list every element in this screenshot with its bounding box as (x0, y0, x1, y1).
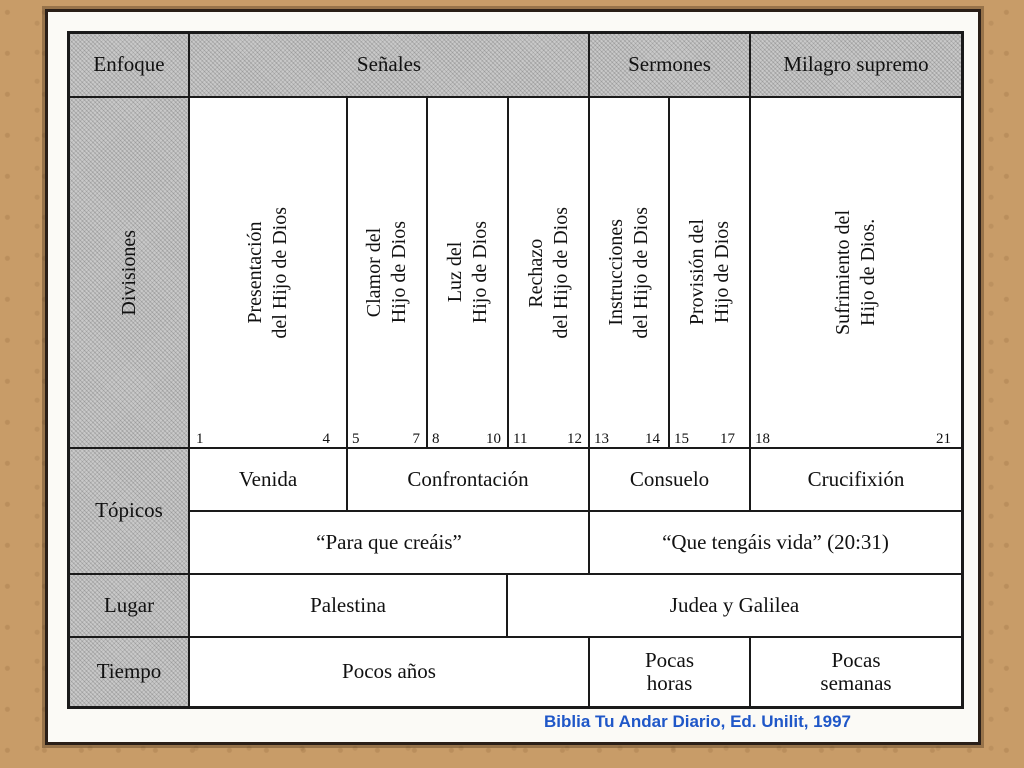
tiempo-pocos-anos-text: Pocos años (342, 659, 436, 684)
topico-confrontacion-text: Confrontación (407, 466, 529, 491)
topico-confrontacion (348, 449, 590, 512)
lugar-palestina-text: Palestina (310, 592, 386, 617)
topico-que-tengais (590, 512, 961, 575)
row-label-lugar (70, 575, 190, 638)
header-enfoque-text: Enfoque (93, 52, 165, 77)
division-title: Sufrimiento del Hijo de Dios. (832, 210, 879, 335)
lugar-judea (508, 575, 961, 638)
chapter-start: 5 (352, 430, 360, 447)
topico-crucifixion (751, 449, 961, 512)
row-label-divisiones-text: Divisiones (117, 229, 140, 316)
division-title: Instrucciones del Hijo de Dios (605, 206, 652, 339)
division-2 (348, 98, 428, 449)
tiempo-pocas-horas (590, 638, 751, 706)
division-5 (590, 98, 670, 449)
header-sermones (590, 34, 751, 98)
division-title: Luz del Hijo de Dios (443, 221, 491, 324)
chapter-start: 18 (755, 430, 770, 447)
tiempo-pocos-anos (190, 638, 590, 706)
header-enfoque (70, 34, 190, 98)
row-label-tiempo-text: Tiempo (96, 659, 162, 684)
division-3 (428, 98, 509, 449)
chapter-end: 14 (645, 430, 660, 447)
header-senales-text: Señales (356, 52, 422, 77)
lugar-palestina (190, 575, 508, 638)
chapter-start: 15 (674, 430, 689, 447)
lugar-judea-text: Judea y Galilea (669, 592, 800, 617)
division-4 (509, 98, 590, 449)
topico-para-que (190, 512, 590, 575)
header-milagro-text: Milagro supremo (783, 52, 929, 77)
header-senales (190, 34, 590, 98)
header-sermones-text: Sermones (628, 52, 711, 77)
division-7 (751, 98, 961, 449)
topico-venida (190, 449, 348, 512)
topico-venida-text: Venida (238, 466, 298, 491)
row-label-topicos (70, 449, 190, 575)
chapter-start: 8 (432, 430, 440, 447)
row-label-tiempo (70, 638, 190, 706)
row-label-topicos-text: Tópicos (95, 498, 163, 523)
topico-consuelo (590, 449, 751, 512)
chapter-end: 17 (720, 430, 735, 447)
tiempo-pocas-semanas (751, 638, 961, 706)
source-credit: Biblia Tu Andar Diario, Ed. Unilit, 1997 (544, 712, 851, 731)
division-1 (190, 98, 348, 449)
row-label-divisiones (70, 98, 190, 449)
topico-para-que-text: “Para que creáis” (316, 529, 462, 554)
tiempo-pocas-horas-text: Pocas horas (645, 647, 694, 695)
tiempo-pocas-semanas-text: Pocas semanas (820, 647, 892, 695)
chapter-start: 11 (513, 430, 528, 447)
chapter-end: 21 (936, 430, 951, 447)
topico-que-tengais-text: “Que tengáis vida” (20:31) (662, 529, 889, 554)
chapter-start: 1 (196, 430, 204, 447)
chapter-end: 10 (486, 430, 501, 447)
row-label-lugar-text: Lugar (103, 592, 155, 617)
chapter-end: 7 (412, 430, 420, 447)
division-title: Presentación del Hijo de Dios (244, 206, 291, 339)
division-6 (670, 98, 751, 449)
division-title: Clamor del Hijo de Dios (363, 221, 410, 324)
chapter-start: 13 (594, 430, 609, 447)
chapter-end: 4 (322, 430, 330, 447)
division-title: Provisión del Hijo de Dios (685, 219, 733, 326)
header-milagro (751, 34, 961, 98)
topico-crucifixion-text: Crucifixión (807, 466, 905, 491)
chapter-end: 12 (567, 430, 582, 447)
john-overview-table (67, 31, 964, 709)
topico-consuelo-text: Consuelo (629, 466, 710, 491)
division-title: Rechazo del Hijo de Dios (524, 206, 572, 339)
